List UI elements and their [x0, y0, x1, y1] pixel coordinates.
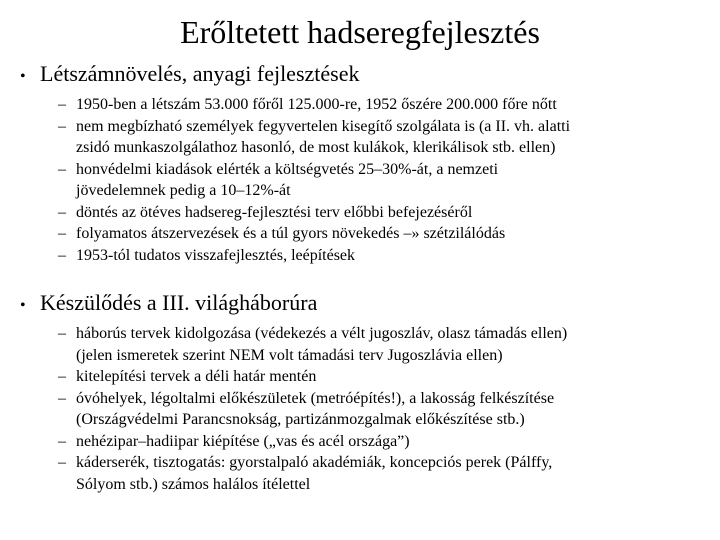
list-item-text: honvédelmi kiadások elérték a költségvetés 25–30%-át, a nemzeti	[76, 160, 499, 178]
bullet-icon: •	[20, 297, 26, 314]
list-item-text: nehézipar–hadiipar kiépítése („vas és acél országa”)	[76, 432, 410, 450]
list-item-text: jövedelemnek pedig a 10–12%-át	[76, 182, 291, 199]
list-item-text: 1953-tól tudatos visszafejlesztés, leépítések	[76, 246, 356, 264]
list-item-text: káderserék, tisztogatás: gyorstalpaló akadémiák, koncepciós perek (Pálffy,	[76, 454, 553, 471]
dash-icon: –	[58, 432, 66, 450]
list-item-text: Sólyom stb.) számos halálos ítélettel	[76, 475, 311, 493]
dash-icon: –	[58, 454, 66, 471]
list-item	[20, 202, 710, 224]
sub-list	[20, 94, 710, 266]
list-item	[20, 388, 710, 431]
list-item	[20, 452, 710, 495]
list-item-text: nem megbízható személyek fegyvertelen kisegítő szolgálata is (a II. vh. alatti	[76, 117, 571, 135]
list-item-text: (Országvédelmi Parancsnokság, partizánmozgalmak előkészítése stb.)	[76, 411, 525, 428]
list-item-text: zsidó munkaszolgálathoz hasonló, de most kulákok, klerikálisok stb. ellen)	[76, 139, 556, 156]
list-item	[20, 431, 710, 453]
list-item-text: 1950-ben a létszám 53.000 főről 125.000-re, 1952 őszére 200.000 főre nőtt	[76, 96, 557, 113]
dash-icon: –	[58, 225, 66, 242]
section-heading-row	[20, 59, 710, 92]
list-item	[20, 223, 710, 245]
section-staff-growth	[20, 59, 710, 266]
list-item-text: (jelen ismeretek szerint NEM volt támadási terv Jugoszlávia ellen)	[76, 346, 503, 364]
section-heading: Készülődés a III. világháborúra	[40, 290, 318, 315]
dash-icon: –	[58, 325, 66, 342]
list-item	[20, 94, 710, 116]
dash-icon: –	[58, 117, 66, 135]
dash-icon: –	[58, 246, 66, 264]
list-item-text: kitelepítési tervek a déli határ mentén	[76, 368, 317, 385]
bullet-icon: •	[20, 68, 26, 85]
list-item	[20, 366, 710, 388]
list-item	[20, 159, 710, 202]
dash-icon: –	[58, 96, 66, 113]
list-item-text: óvóhelyek, légoltalmi előkészületek (metróépítés!), a lakosság felkészítése	[76, 389, 555, 407]
list-item-text: folyamatos átszervezések és a túl gyors növekedés –» szétzilálódás	[76, 225, 506, 242]
dash-icon: –	[58, 160, 66, 178]
dash-icon: –	[58, 368, 66, 385]
list-item-text: háborús tervek kidolgozása (védekezés a vélt jugoszláv, olasz támadás ellen)	[76, 325, 568, 342]
sub-list	[20, 323, 710, 495]
list-item	[20, 245, 710, 267]
dash-icon: –	[58, 203, 66, 221]
slide-title: Erőltetett hadseregfejlesztés	[180, 14, 540, 50]
section-war-preparation	[20, 288, 710, 495]
section-heading-row	[20, 288, 710, 321]
list-item-text: döntés az ötéves hadsereg-fejlesztési terv előbbi befejezéséről	[76, 203, 473, 221]
list-item	[20, 323, 710, 366]
dash-icon: –	[58, 389, 66, 407]
section-heading: Létszámnövelés, anyagi fejlesztések	[40, 61, 360, 86]
list-item	[20, 116, 710, 159]
